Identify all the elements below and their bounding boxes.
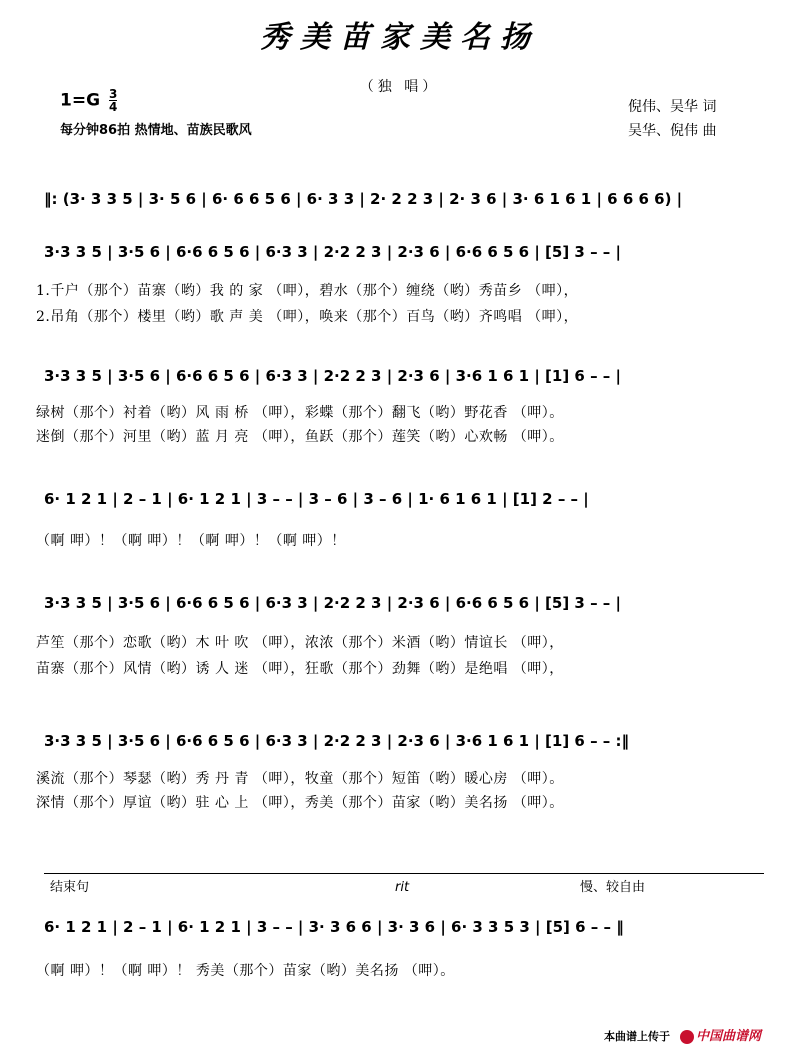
time-signature	[109, 88, 117, 113]
system-6-lyric-2: 深情（那个）厚谊（哟）驻 心 上 （呷），秀美（那个）苗家（哟）美名扬 （呷）。	[36, 795, 564, 811]
site-logo[interactable]	[680, 1025, 761, 1044]
time-bottom: 4	[108, 100, 118, 114]
tempo-marking: 每分钟86拍 热情地、苗族民歌风	[60, 123, 252, 138]
upload-note: 本曲谱上传于	[604, 1030, 670, 1043]
key-label: 1=G	[60, 90, 101, 111]
rit-marking: rit	[395, 880, 410, 895]
system-3-lyric-2: 迷倒（那个）河里（哟）蓝 月 亮 （呷），鱼跃（那个）莲笑（哟）心欢畅 （呷）。	[36, 429, 564, 445]
system-2-lyric-2: 2.吊角（那个）楼里（哟）歌 声 美 （呷），唤来（那个）百鸟（哟）齐鸣唱 （呷），	[36, 309, 579, 325]
ending-bracket-line	[44, 873, 764, 874]
system-3-lyric-1: 绿树（那个）衬着（哟）风 雨 桥 （呷），彩蝶（那个）翻飞（哟）野花香 （呷）。	[36, 405, 564, 421]
system-6-lyric-1: 溪流（那个）琴瑟（哟）秀 丹 青 （呷），牧童（那个）短笛（哟）暖心房 （呷）。	[36, 771, 564, 787]
system-1-notes: ‖: (3· 3 3 5 | 3· 5 6 | 6· 6 6 5 6 | 6· 3 3 | 2· 2 2 3 | 2· 3 6 | 3· 6 1 6 1 | 6 6 6 6) |	[44, 190, 683, 208]
system-2-notes: 3·3 3 5 | 3·5 6 | 6·6 6 5 6 | 6·3 3 | 2·2 2 3 | 2·3 6 | 6·6 6 5 6 | [5] 3 – – |	[44, 243, 621, 261]
system-5-lyric-1: 芦笙（那个）恋歌（哟）木 叶 吹 （呷），浓浓（那个）米酒（哟）情谊长 （呷），	[36, 635, 564, 651]
ending-label: 结束句	[50, 880, 90, 895]
system-5-lyric-2: 苗寨（那个）风情（哟）诱 人 迷 （呷），狂歌（那个）劲舞（哟）是绝唱 （呷），	[36, 661, 564, 677]
site-name: 中国曲谱网	[696, 1029, 762, 1044]
system-6-notes: 3·3 3 5 | 3·5 6 | 6·6 6 5 6 | 6·3 3 | 2·2 2 3 | 2·3 6 | 3·6 1 6 1 | [1] 6 – – :‖	[44, 732, 630, 750]
lyricist-credit: 倪伟、吴华 词	[628, 99, 717, 115]
score-title: 秀美苗家美名扬	[260, 20, 540, 55]
performance-type: （独 唱）	[359, 79, 441, 95]
site-logo-icon	[680, 1030, 694, 1044]
system-4-notes: 6· 1 2 1 | 2 – 1 | 6· 1 2 1 | 3 – – | 3 – 6 | 3 – 6 | 1· 6 1 6 1 | [1] 2 – – |	[44, 490, 589, 508]
system-3-notes: 3·3 3 5 | 3·5 6 | 6·6 6 5 6 | 6·3 3 | 2·2 2 3 | 2·3 6 | 3·6 1 6 1 | [1] 6 – – |	[44, 367, 621, 385]
time-top: 3	[108, 87, 118, 101]
system-4-lyric-1: （啊 呷）！（啊 呷）！（啊 呷）！（啊 呷）！	[36, 533, 346, 549]
ending-lyric: （啊 呷）！（啊 呷）！ 秀美（那个）苗家（哟）美名扬 （呷）。	[36, 963, 455, 979]
slow-marking: 慢、较自由	[580, 880, 646, 895]
key-signature	[60, 88, 117, 113]
system-2-lyric-1: 1.千户（那个）苗寨（哟）我 的 家 （呷），碧水（那个）缠绕（哟）秀苗乡 （呷），	[36, 283, 579, 299]
ending-notes: 6· 1 2 1 | 2 – 1 | 6· 1 2 1 | 3 – – | 3· 3 6 6 | 3· 3 6 | 6· 3 3 5 3 | [5] 6 – – ‖	[44, 918, 624, 936]
composer-credit: 吴华、倪伟 曲	[628, 123, 717, 139]
system-5-notes: 3·3 3 5 | 3·5 6 | 6·6 6 5 6 | 6·3 3 | 2·2 2 3 | 2·3 6 | 6·6 6 5 6 | [5] 3 – – |	[44, 594, 621, 612]
